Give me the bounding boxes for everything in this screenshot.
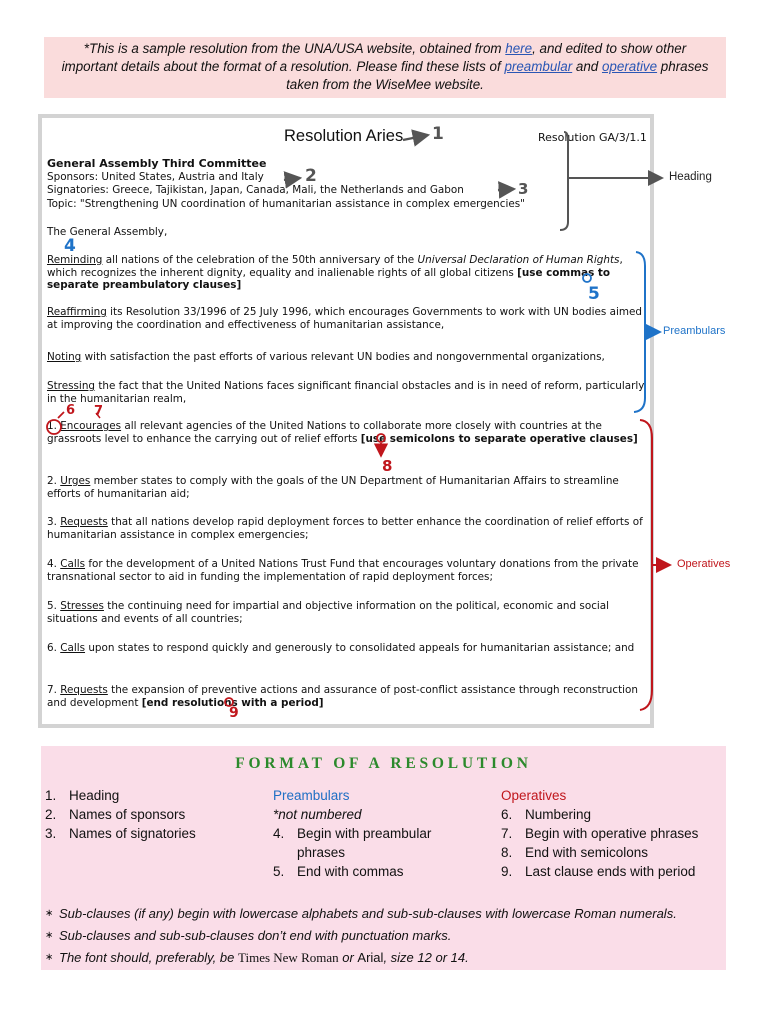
here-link[interactable]: here [505, 41, 533, 56]
operatives-column [501, 786, 721, 881]
format-summary [41, 746, 726, 970]
heading-item: 3. Names of signatories [45, 826, 196, 841]
general-assembly-line: The General Assembly, [47, 226, 168, 238]
operatives-label: Operatives [677, 558, 731, 570]
resolution-title: Resolution Aries [284, 127, 404, 145]
preambular-item: 5. End with commas [273, 864, 404, 879]
preambulars-heading: Preambulars [273, 788, 350, 803]
preambular-clause-2: Reaffirming its Resolution 33/1996 of 25 July 1996, which encourages Governments to work with UN bodies aimed at improving the coordination and effectiveness of humanitarian assistance, [47, 306, 642, 331]
note-punctuation: ∗ Sub-clauses and sub-sub-clauses don’t end with punctuation marks. [45, 928, 452, 943]
heading-bracket [560, 132, 568, 230]
sponsors-arrow [284, 178, 300, 180]
operative-clause-5: 5. Stresses the continuing need for impartial and objective information on the political, economic and social situations and events of all countries; [47, 600, 610, 625]
annotation-4: 4 [64, 236, 76, 256]
operative-item: 6. Numbering [501, 807, 592, 822]
signatories-arrow [498, 189, 514, 190]
note-font: ∗ The font should, preferably, be Times New Roman or Arial, size 12 or 14. [45, 950, 469, 965]
preambulars-brace [634, 252, 645, 412]
operative-clause-7: 7. Requests the expansion of preventive actions and assurance of post-conflict assistance through reconstruction and development [end resolutions with a period] [47, 684, 638, 709]
intro-text-2: , and edited to show other important details about the format of a resolution. Please find these lists of [61, 41, 687, 74]
note-sub-clauses: ∗ Sub-clauses (if any) begin with lowercase alphabets and sub-sub-clauses with lowercase Roman numerals. [45, 906, 677, 921]
title-arrow [403, 135, 428, 140]
committee-name: General Assembly Third Committee [47, 157, 267, 170]
sponsors-line: Sponsors: United States, Austria and Italy [47, 171, 264, 183]
comma-circle [583, 274, 591, 282]
format-title: FORMAT OF A RESOLUTION [235, 755, 532, 772]
heading-item: 2. Names of sponsors [45, 807, 186, 822]
preambulars-label: Preambulars [663, 325, 726, 337]
operatives-heading: Operatives [501, 788, 567, 803]
operative-clause-2: 2. Urges member states to comply with the goals of the UN Department of Humanitarian Affairs to streamline efforts of humanitarian aid; [47, 475, 619, 500]
preambular-clause-3: Noting with satisfaction the past efforts of various relevant UN bodies and nongovernmental organizations, [47, 351, 605, 363]
intro-text-4: phrases taken from the WiseMee website. [286, 59, 709, 92]
resolution-code: Resolution GA/3/1.1 [538, 131, 647, 144]
operative-item: 8. End with semicolons [501, 845, 649, 860]
intro-text-3: and [572, 59, 602, 74]
annotation-6: 6 [66, 403, 76, 418]
annotation-7: 7 [94, 404, 104, 419]
six-arrow [58, 412, 64, 418]
topic-line: Topic: "Strengthening UN coordination of humanitarian assistance in complex emergencies" [47, 198, 525, 210]
signatories-line: Signatories: Greece, Tajikistan, Japan, Canada, Mali, the Netherlands and Gabon [47, 184, 464, 196]
operative-clause-4: 4. Calls for the development of a United Nations Trust Fund that encourages voluntary donations from the private transnational sector to aid in funding the implementation of rapid deployment forces; [47, 558, 639, 583]
heading-column [45, 786, 245, 843]
heading-label: Heading [669, 171, 712, 183]
preambular-item: 4. Begin with preambular phrases [273, 826, 432, 860]
annotation-9: 9 [229, 705, 239, 721]
annotation-3: 3 [518, 180, 529, 198]
operative-clause-6: 6. Calls upon states to respond quickly and generously to consolidated appeals for humanitarian assistance; and [47, 642, 635, 654]
not-numbered-note: *not numbered [273, 807, 362, 822]
operative-clause-3: 3. Requests that all nations develop rapid deployment forces to better enhance the coordination of relief efforts of humanitarian assistance in complex emergencies; [47, 516, 643, 541]
operative-link[interactable]: operative [601, 59, 658, 74]
annotation-5: 5 [588, 284, 600, 304]
preambular-clause-1: Reminding all nations of the celebration of the 50th anniversary of the Universal Declaration of Human Rights, which recognizes the inherent dignity, equality and inalienable rights of all global citizens [use commas to separate preambulatory clauses] [47, 254, 623, 292]
operative-clause-1: 1. Encourages all relevant agencies of the United Nations to collaborate more closely with countries at the grassroots level to enhance the carrying out of relief efforts [use semicolons to separate operative clauses] [47, 420, 638, 445]
annotation-2: 2 [305, 166, 317, 186]
semicolon-circle [377, 434, 385, 442]
number-circle [47, 420, 61, 434]
annotation-8: 8 [382, 457, 393, 475]
operative-item: 9. Last clause ends with period [501, 864, 696, 879]
operatives-brace [640, 420, 652, 710]
intro-text-1: *This is a sample resolution from the UNA/USA website, obtained from [83, 41, 506, 56]
preambular-link[interactable]: preambular [504, 59, 573, 74]
annotation-1: 1 [432, 124, 444, 144]
preambular-clause-4: Stressing the fact that the United Nations faces significant financial obstacles and is in need of reform, particularly in the humanitarian realm, [47, 380, 645, 405]
heading-item: 1. Heading [45, 788, 120, 803]
operative-item: 7. Begin with operative phrases [501, 826, 699, 841]
format-notes [45, 903, 677, 969]
preambulars-column [273, 786, 463, 881]
